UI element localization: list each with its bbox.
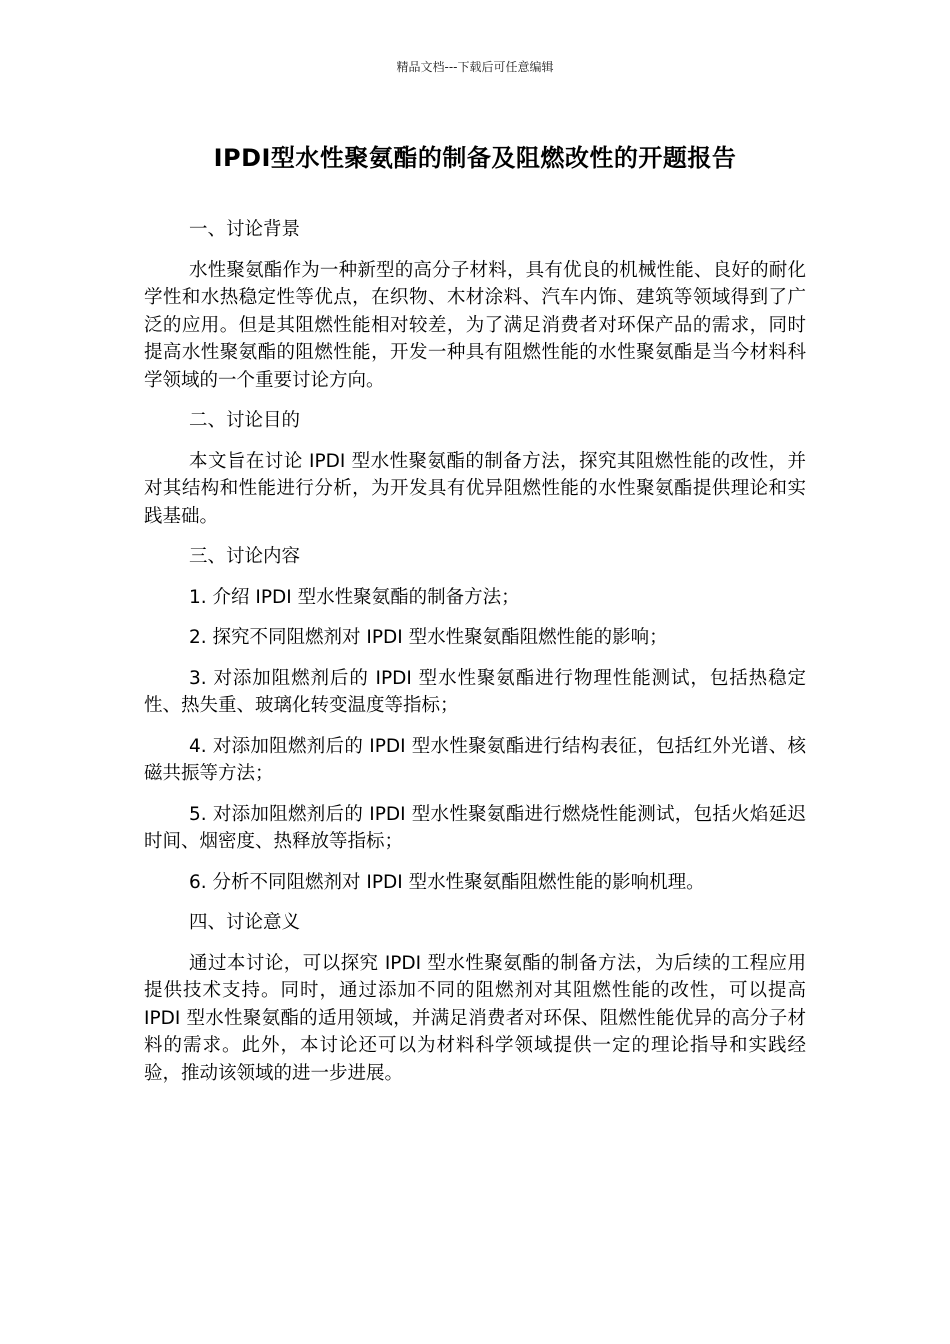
section-heading-significance: 四、讨论意义 — [189, 912, 301, 933]
list-item: 5. 对添加阻燃剂后的 IPDI 型水性聚氨酯进行燃烧性能测试，包括火焰延迟时间、烟密度、热释放等指标； — [144, 803, 806, 852]
document-title: IPDI型水性聚氨酯的制备及阻燃改性的开题报告 — [213, 144, 737, 172]
paragraph-significance: 通过本讨论，可以探究 IPDI 型水性聚氨酯的制备方法，为后续的工程应用提供技术支持。同时，通过添加不同的阻燃剂对其阻燃性能的改性，可以提高 IPDI 型水性聚氨酯的适用领域，并满足消费者对环保、阻燃性能优异的高分子材料的需求。此外，本讨论还可以为材料科学领域提供一定的理论指导和实践经验，推动该领域的进一步进展。 — [144, 952, 806, 1084]
section-heading-content: 三、讨论内容 — [189, 546, 301, 567]
section-heading-background: 一、讨论背景 — [189, 219, 301, 240]
list-item: 4. 对添加阻燃剂后的 IPDI 型水性聚氨酯进行结构表征，包括红外光谱、核磁共振等方法； — [144, 735, 806, 784]
list-item: 6. 分析不同阻燃剂对 IPDI 型水性聚氨酯阻燃性能的影响机理。 — [189, 871, 705, 893]
list-item: 2. 探究不同阻燃剂对 IPDI 型水性聚氨酯阻燃性能的影响； — [189, 627, 668, 648]
list-item: 3. 对添加阻燃剂后的 IPDI 型水性聚氨酯进行物理性能测试，包括热稳定性、热失重、玻璃化转变温度等指标； — [144, 667, 806, 716]
list-item: 1. 介绍 IPDI 型水性聚氨酯的制备方法； — [189, 586, 520, 608]
section-heading-purpose: 二、讨论目的 — [189, 410, 301, 431]
paragraph-background: 水性聚氨酯作为一种新型的高分子材料，具有优良的机械性能、良好的耐化学性和水热稳定性等优点，在织物、木材涂料、汽车内饰、建筑等领域得到了广泛的应用。但是其阻燃性能相对较差，为了满足消费者对环保产品的需求，同时提高水性聚氨酯的阻燃性能，开发一种具有阻燃性能的水性聚氨酯是当今材料科学领域的一个重要讨论方向。 — [144, 259, 806, 391]
page-header: 精品文档---下载后可任意编辑 — [396, 60, 554, 74]
document-body — [144, 216, 806, 1100]
paragraph-purpose: 本文旨在讨论 IPDI 型水性聚氨酯的制备方法，探究其阻燃性能的改性，并对其结构和性能进行分析，为开发具有优异阻燃性能的水性聚氨酯提供理论和实践基础。 — [144, 450, 806, 527]
